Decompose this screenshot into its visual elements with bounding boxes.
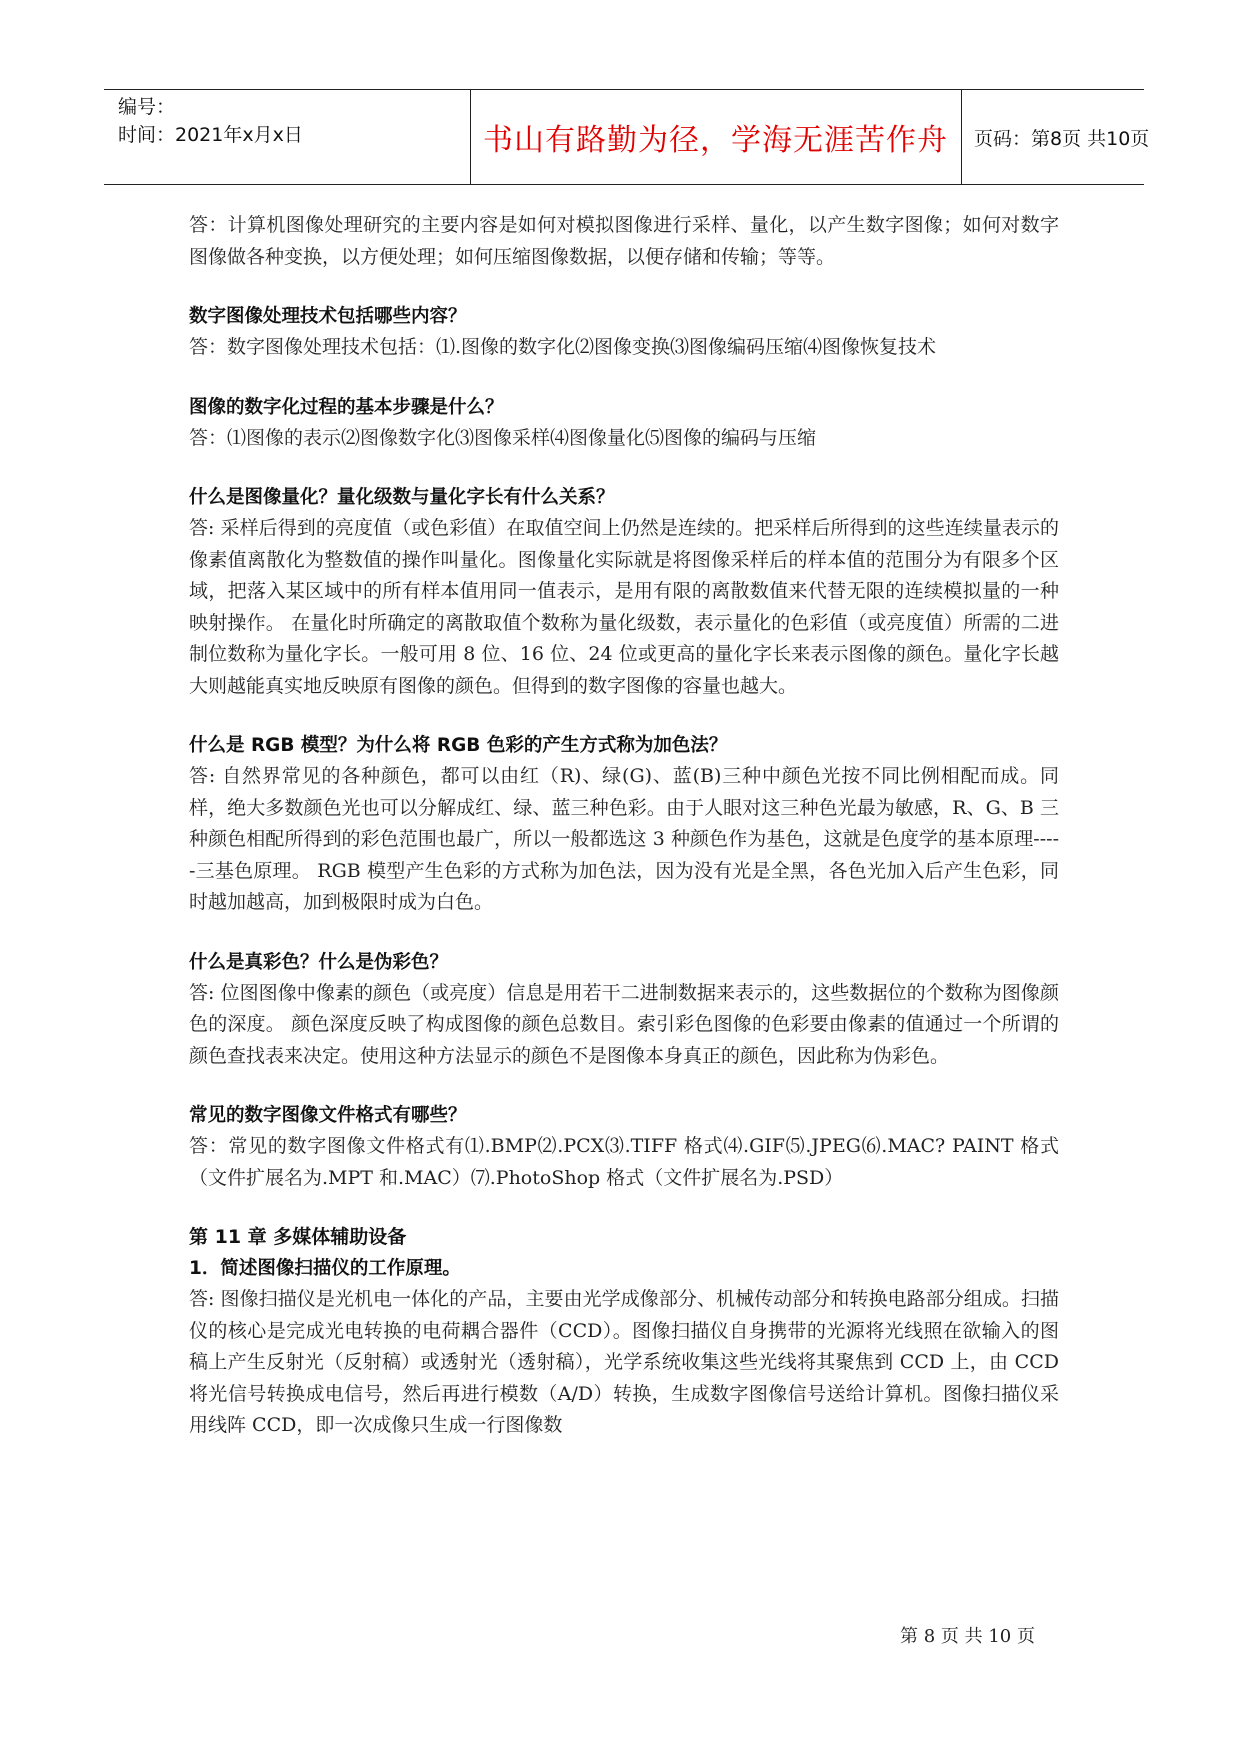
header-motto: 书山有路勤为径，学海无涯苦作舟 (483, 123, 948, 158)
qa-block (189, 1100, 1059, 1194)
qa-block (189, 730, 1059, 919)
question-heading: 图像的数字化过程的基本步骤是什么？ (189, 396, 504, 418)
answer-text: 答: 自然界常见的各种颜色，都可以由红（R)、绿(G)、蓝(B)三种中颜色光按不同比例相配而成。同样，绝大多数颜色光也可以分解成红、绿、蓝三种色彩。由于人眼对这三种色光最为敏感，R、G、B 三种颜色相配所得到的彩色范围也最广，所以一般都选这 3 种颜色作为基色，这就是色度学的基本原理-----三基色原理。 RGB 模型产生色彩的方式称为加色法，因为没有光是全黑，各色光加入后产生色彩，同时越加越高，加到极限时成为白色。 (189, 765, 1059, 913)
question-heading: 什么是真彩色？什么是伪彩色？ (189, 951, 449, 973)
number-label: 编号： (118, 96, 176, 118)
header-page-code: 页码：第8页 共10页 (974, 127, 1150, 150)
chapter-question: 1．简述图像扫描仪的工作原理。 (189, 1258, 461, 1279)
question-heading: 什么是 RGB 模型？为什么将 RGB 色彩的产生方式称为加色法？ (189, 735, 728, 756)
header-motto-cell (471, 90, 960, 184)
answer-text: 答：常见的数字图像文件格式有⑴.BMP⑵.PCX⑶.TIFF 格式⑷.GIF⑸.JPEG⑹.MAC? PAINT 格式（文件扩展名为.MPT 和.MAC）⑺.PhotoShop 格式（文件扩展名为.PSD） (189, 1135, 1059, 1189)
answer-text: 答：⑴图像的表示⑵图像数字化⑶图像采样⑷图像量化⑸图像的编码与压缩 (189, 426, 817, 449)
document-header (104, 89, 1150, 185)
qa-block (189, 301, 1059, 364)
chapter-block (189, 1222, 1059, 1442)
answer-text: 答: 采样后得到的亮度值（或色彩值）在取值空间上仍然是连续的。把采样后所得到的这些连续量表示的像素值离散化为整数值的操作叫量化。图像量化实际就是将图像采样后的样本值的范围分为有限多个区域，把落入某区域中的所有样本值用同一值表示，是用有限的离散数值来代替无限的连续模拟量的一种映射操作。 在量化时所确定的离散取值个数称为量化级数，表示量化的色彩值（或亮度值）所需的二进制位数称为量化字长。一般可用 8 位、16 位、24 位或更高的量化字长来表示图像的颜色。量化字长越大则越能真实地反映原有图像的颜色。但得到的数字图像的容量也越大。 (189, 517, 1059, 697)
chapter-title: 第 11 章 多媒体辅助设备 (189, 1226, 407, 1248)
question-heading: 什么是图像量化？量化级数与量化字长有什么关系？ (189, 487, 615, 508)
header-page-cell (962, 90, 1150, 184)
answer-text: 答: 位图图像中像素的颜色（或亮度）信息是用若干二进制数据来表示的，这些数据位的个数称为图像颜色的深度。 颜色深度反映了构成图像的颜色总数目。索引彩色图像的色彩要由像素的值通过一个所谓的颜色查找表来决定。使用这种方法显示的颜色不是图像本身真正的颜色，因此称为伪彩色。 (189, 981, 1059, 1067)
qa-block (189, 482, 1059, 702)
document-body (189, 210, 1059, 1470)
time-label: 时间：2021年x月x日 (118, 124, 303, 146)
intro-block (189, 210, 1059, 273)
page-footer: 第 8 页 共 10 页 (900, 1626, 1035, 1647)
intro-answer: 答：计算机图像处理研究的主要内容是如何对模拟图像进行采样、量化，以产生数字图像；如何对数字图像做各种变换，以方便处理；如何压缩图像数据，以便存储和传输；等等。 (189, 214, 1059, 268)
chapter-answer: 答: 图像扫描仪是光机电一体化的产品，主要由光学成像部分、机械传动部分和转换电路部分组成。扫描仪的核心是完成光电转换的电荷耦合器件（CCD）。图像扫描仪自身携带的光源将光线照在欲输入的图稿上产生反射光（反射稿）或透射光（透射稿），光学系统收集这些光线将其聚焦到 CCD 上，由 CCD 将光信号转换成电信号，然后再进行模数（A/D）转换，生成数字图像信号送给计算机。图像扫描仪采用线阵 CCD，即一次成像只生成一行图像数 (189, 1288, 1059, 1436)
header-info-cell (118, 90, 470, 184)
question-heading: 数字图像处理技术包括哪些内容？ (189, 306, 467, 327)
question-heading: 常见的数字图像文件格式有哪些？ (189, 1105, 467, 1126)
answer-text: 答：数字图像处理技术包括：⑴.图像的数字化⑵图像变换⑶图像编码压缩⑷图像恢复技术 (189, 336, 937, 358)
qa-block (189, 947, 1059, 1073)
qa-block (189, 392, 1059, 455)
